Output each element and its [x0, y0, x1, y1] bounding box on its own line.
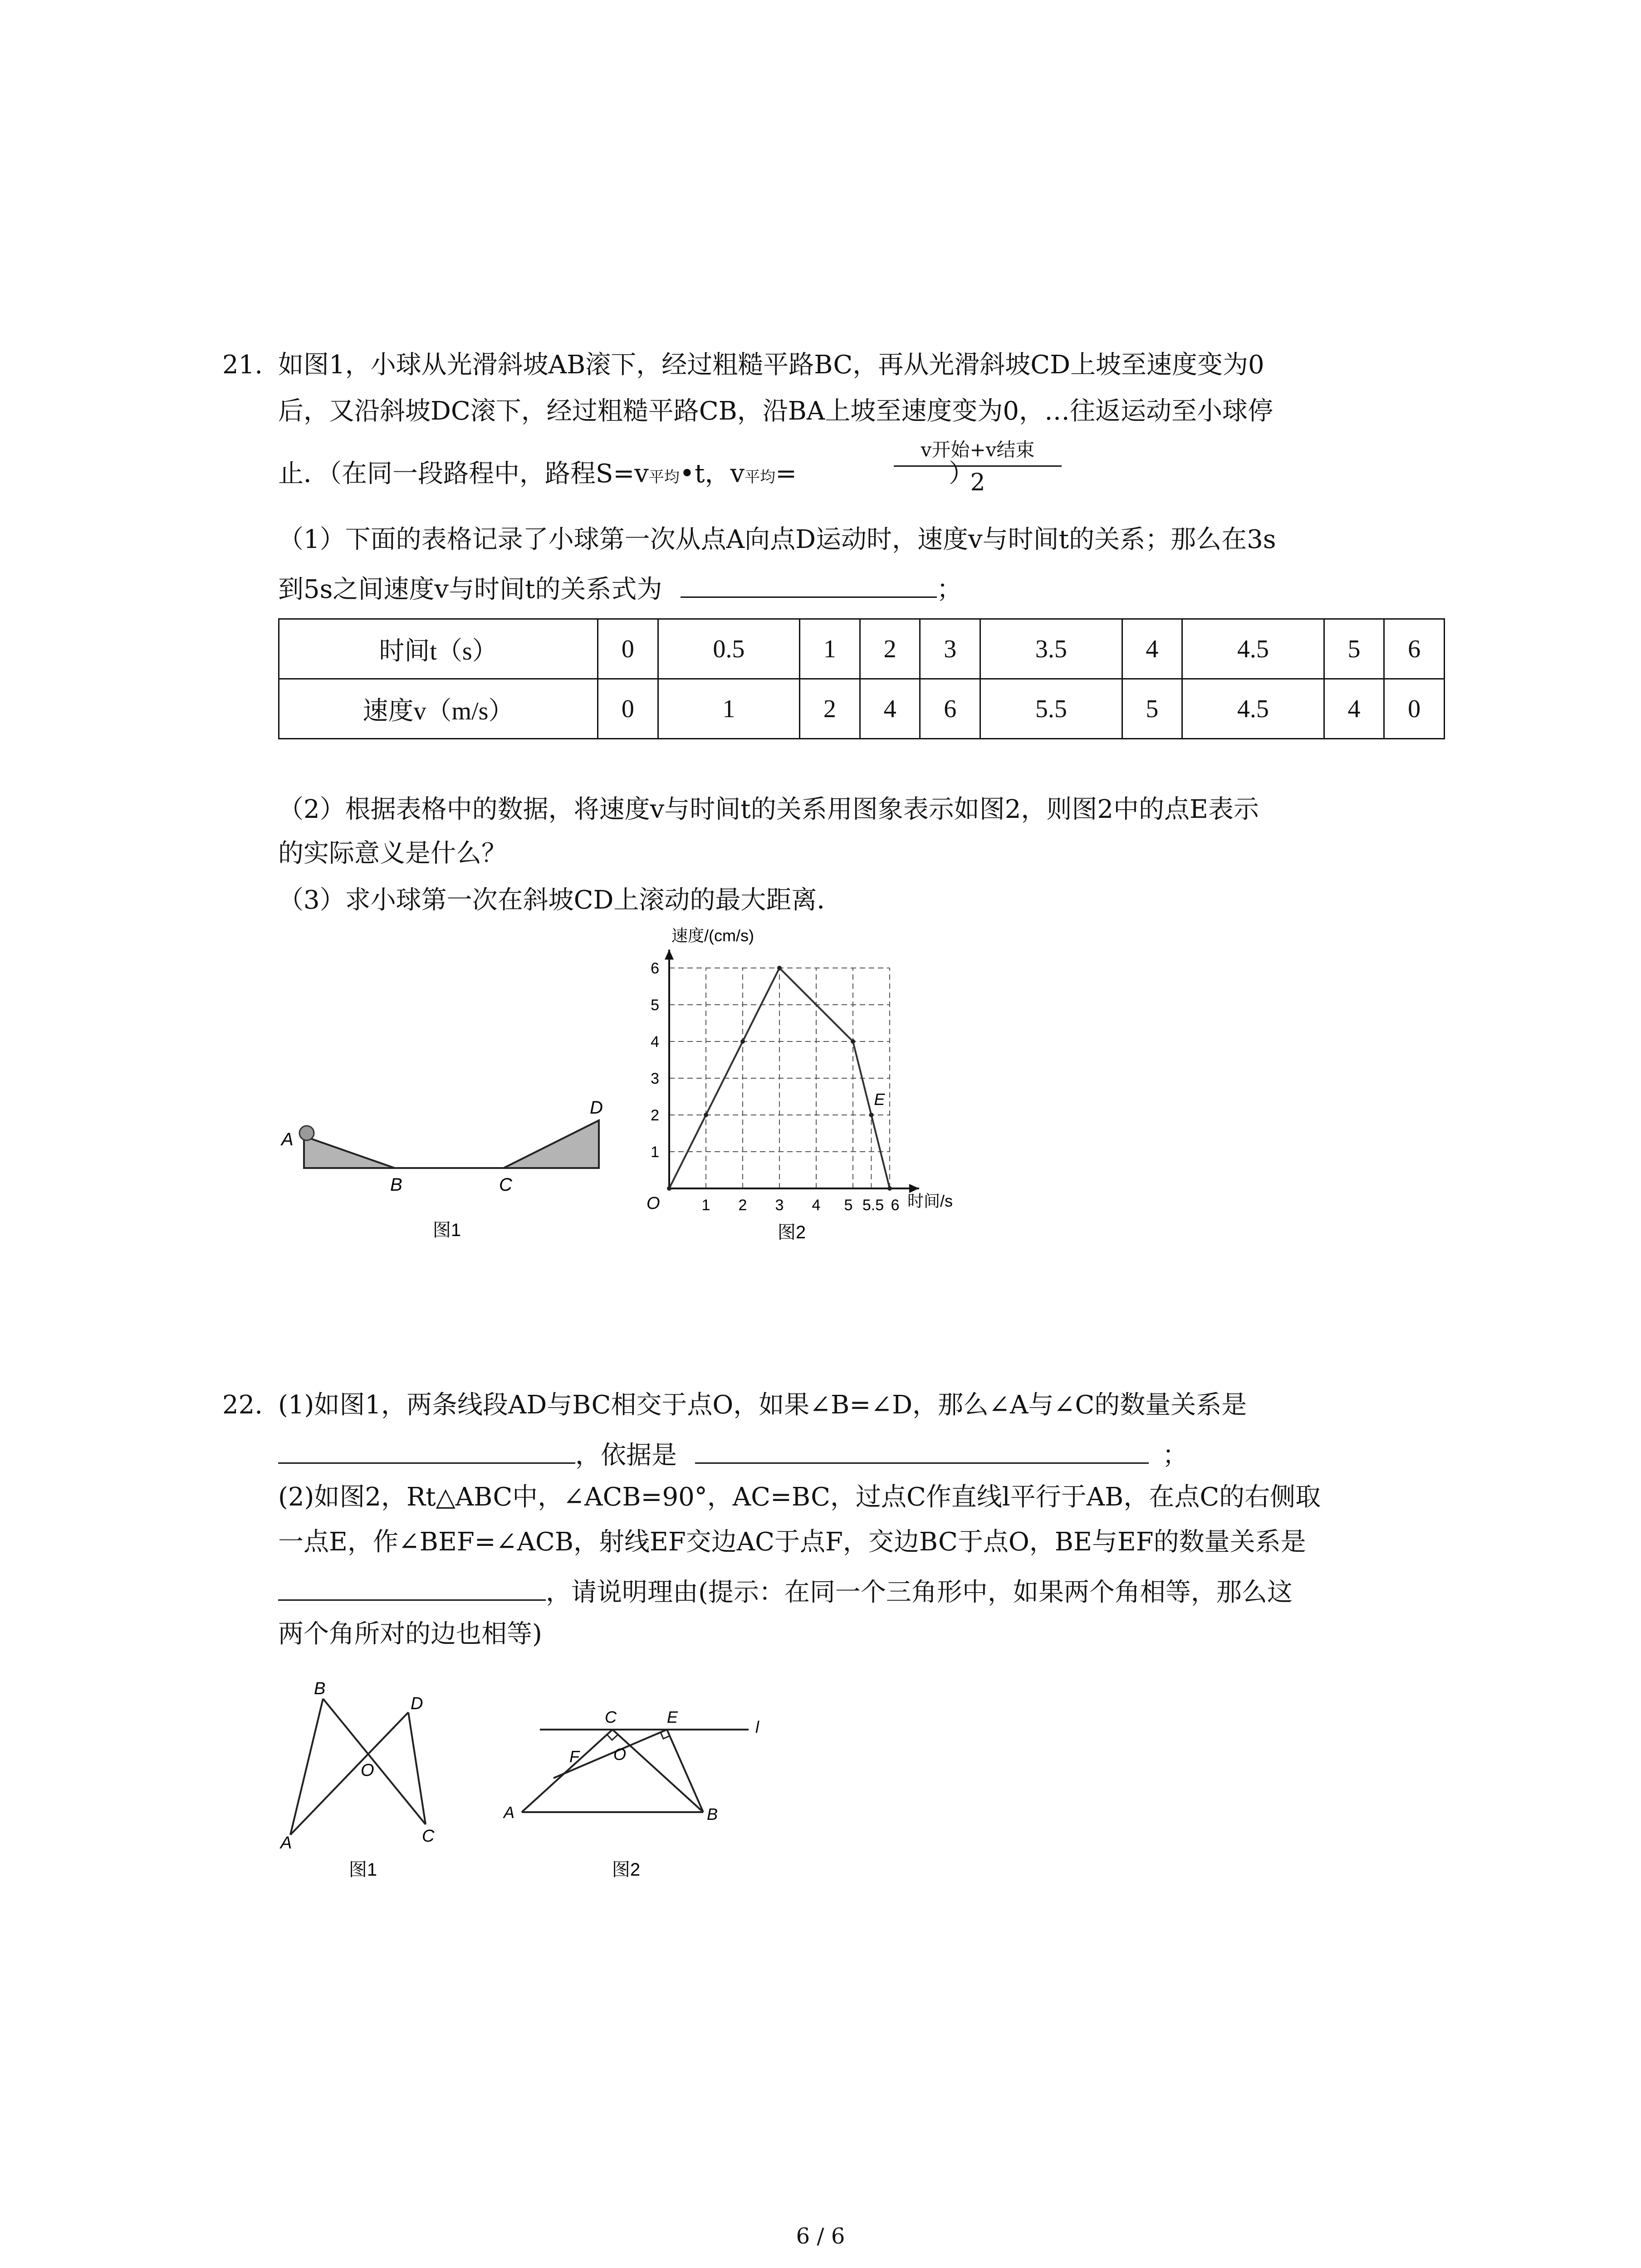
x-tick-label: 1 [701, 1197, 710, 1214]
y-tick-label: 3 [651, 1070, 659, 1087]
chart-x-label: 时间/s [907, 1192, 953, 1210]
label-C: C [605, 1708, 617, 1726]
table-cell: 0 [598, 679, 658, 739]
fig1-caption: 图1 [432, 1220, 461, 1240]
q22-figure-1 [272, 1674, 463, 1882]
q21-number: 21. [222, 350, 263, 380]
chart-ticks [651, 960, 899, 1214]
q21-formula-eq: = [775, 459, 797, 489]
data-point [869, 1113, 874, 1117]
q21-formula-mid: •t，v [679, 459, 745, 489]
answer-blank-4[interactable] [278, 1573, 546, 1601]
q21-sub-avg-1: 平均 [648, 468, 680, 486]
q21-line-1: 如图1，小球从光滑斜坡AB滚下，经过粗糙平路BC，再从光滑斜坡CD上坡至速度变为0 [278, 350, 1264, 380]
q21-sub3: （3）求小球第一次在斜坡CD上滚动的最大距离． [278, 885, 843, 915]
q21-sub-avg-2: 平均 [745, 468, 776, 486]
speed-time-chart [635, 921, 989, 1247]
table-cell: 4.5 [1182, 679, 1324, 739]
chart-origin-label: O [647, 1194, 660, 1213]
table-cell: 1 [800, 619, 860, 679]
table-cell: 0.5 [658, 619, 799, 679]
chart-y-label: 速度/(cm/s) [671, 926, 754, 945]
table-cell: 2 [860, 619, 920, 679]
q21-sub2-line-1: （2）根据表格中的数据，将速度v与时间t的关系用图象表示如图2，则图2中的点E表示 [278, 795, 1259, 824]
table-cell: 0 [598, 619, 658, 679]
data-point [740, 1039, 745, 1044]
label-l: l [755, 1718, 759, 1736]
label-D: D [590, 1098, 603, 1118]
data-point [851, 1039, 855, 1044]
data-point [667, 1186, 671, 1191]
q22-line-1: (1)如图1，两条线段AD与BC相交于点O，如果∠B=∠D，那么∠A与∠C的数量关系是 [278, 1390, 1247, 1420]
segment-bc [612, 1730, 703, 1812]
table-cell: 6 [1384, 619, 1445, 679]
x-tick-label: 5 [844, 1197, 853, 1214]
x-tick-label: 2 [738, 1197, 747, 1214]
q21-sub1-line-1: （1）下面的表格记录了小球第一次从点A向点D运动时，速度v与时间t的关系；那么在3s [278, 525, 1276, 554]
q22-line-5 [278, 1573, 1293, 1608]
q21-line-2: 后，又沿斜坡DC滚下，经过粗糙平路CB，沿BA上坡至速度变为0，…往返运动至小球停 [278, 396, 1273, 426]
table-row-speed [279, 679, 1445, 739]
data-point [887, 1186, 892, 1191]
q21-formula-end: ） [949, 459, 975, 489]
segment-bc [323, 1699, 426, 1824]
segment-eb [667, 1730, 703, 1812]
q21-formula-start: 止．（在同一段路程中，路程S=v [278, 459, 649, 489]
data-point [704, 1113, 708, 1117]
data-point [777, 966, 782, 970]
label-B: B [314, 1679, 326, 1698]
q21-fraction-denominator: 2 [894, 465, 1062, 499]
q21-sub1-line-2 [278, 570, 962, 606]
q22-number: 22. [222, 1390, 263, 1420]
label-C: C [499, 1175, 512, 1195]
ball-icon [299, 1126, 314, 1140]
q21-line-3 [278, 458, 974, 493]
q22-line-2 [278, 1436, 1188, 1471]
q22-line-2-end: ； [1162, 1441, 1188, 1470]
table-cell: 5 [1324, 619, 1384, 679]
y-tick-label: 1 [651, 1144, 659, 1161]
slope-ab [304, 1136, 395, 1168]
answer-blank-1[interactable] [681, 570, 937, 598]
x-tick-label: 3 [775, 1197, 784, 1214]
table-cell: 5 [1122, 679, 1182, 739]
q21-fraction [894, 436, 1062, 499]
label-B: B [707, 1805, 718, 1823]
x-tick-label: 4 [812, 1197, 821, 1214]
table-header-speed: 速度v（m/s） [279, 679, 598, 739]
fig2-caption: 图2 [777, 1222, 806, 1242]
y-tick-label: 4 [651, 1033, 659, 1051]
segment-ab [290, 1699, 323, 1835]
table-row-time [279, 619, 1445, 679]
q21-sub1-text: 到5s之间速度v与时间t的关系式为 [278, 575, 662, 604]
label-E: E [667, 1708, 678, 1726]
table-cell: 4.5 [1182, 619, 1324, 679]
label-B: B [390, 1175, 402, 1195]
q22-line-4: 一点E，作∠BEF=∠ACB，射线EF交边AC于点F，交边BC于点O，BE与EF的数量关系是 [278, 1527, 1306, 1557]
table-cell: 4 [860, 679, 920, 739]
point-e-label: E [874, 1090, 885, 1109]
x-tick-label: 6 [891, 1197, 900, 1214]
q22-line-3: (2)如图2，Rt△ABC中，∠ACB=90°，AC=BC，过点C作直线l平行于AB，在点C的右侧取 [278, 1482, 1321, 1512]
q22-line-6: 两个角所对的边也相等) [278, 1619, 542, 1649]
y-tick-label: 5 [651, 997, 659, 1014]
answer-blank-2[interactable] [278, 1436, 575, 1464]
label-O: O [613, 1745, 627, 1764]
y-tick-label: 2 [651, 1107, 659, 1124]
page-number: 6 / 6 [796, 2224, 845, 2249]
q21-sub2-line-2: 的实际意义是什么？ [278, 839, 507, 868]
answer-blank-3[interactable] [695, 1436, 1149, 1464]
q21-sub1-end: ； [936, 575, 962, 604]
q21-figure-1 [272, 1084, 617, 1243]
table-cell: 3 [920, 619, 980, 679]
table-cell: 4 [1122, 619, 1182, 679]
label-A: A [281, 1129, 294, 1149]
data-table [278, 618, 1445, 739]
slope-cd [504, 1120, 599, 1168]
q22-fig1-caption: 图1 [348, 1860, 377, 1880]
label-O: O [361, 1761, 374, 1780]
chart-grid [669, 968, 890, 1188]
table-cell: 5.5 [980, 679, 1122, 739]
q21-fraction-numerator: v开始+v结束 [921, 439, 1035, 461]
right-angle-c-icon [607, 1735, 617, 1740]
label-F: F [569, 1747, 579, 1766]
x-tick-label: 5.5 [862, 1197, 884, 1214]
label-A: A [280, 1833, 292, 1853]
y-axis-arrow-icon [665, 950, 674, 960]
q22-figure-2 [495, 1674, 785, 1882]
q22-basis-text: ，依据是 [575, 1441, 677, 1470]
table-cell: 6 [920, 679, 980, 739]
table-cell: 0 [1384, 679, 1445, 739]
label-D: D [411, 1694, 423, 1713]
q22-reason-text: ，请说明理由(提示：在同一个三角形中，如果两个角相等，那么这 [546, 1578, 1293, 1607]
label-A: A [504, 1803, 515, 1822]
segment-ac [522, 1730, 612, 1812]
q22-fig2-caption: 图2 [612, 1860, 641, 1880]
table-cell: 3.5 [980, 619, 1122, 679]
table-cell: 2 [800, 679, 860, 739]
y-tick-label: 6 [651, 960, 659, 977]
table-cell: 4 [1324, 679, 1384, 739]
label-C: C [422, 1827, 435, 1846]
table-cell: 1 [658, 679, 799, 739]
table-header-time: 时间t（s） [279, 619, 598, 679]
